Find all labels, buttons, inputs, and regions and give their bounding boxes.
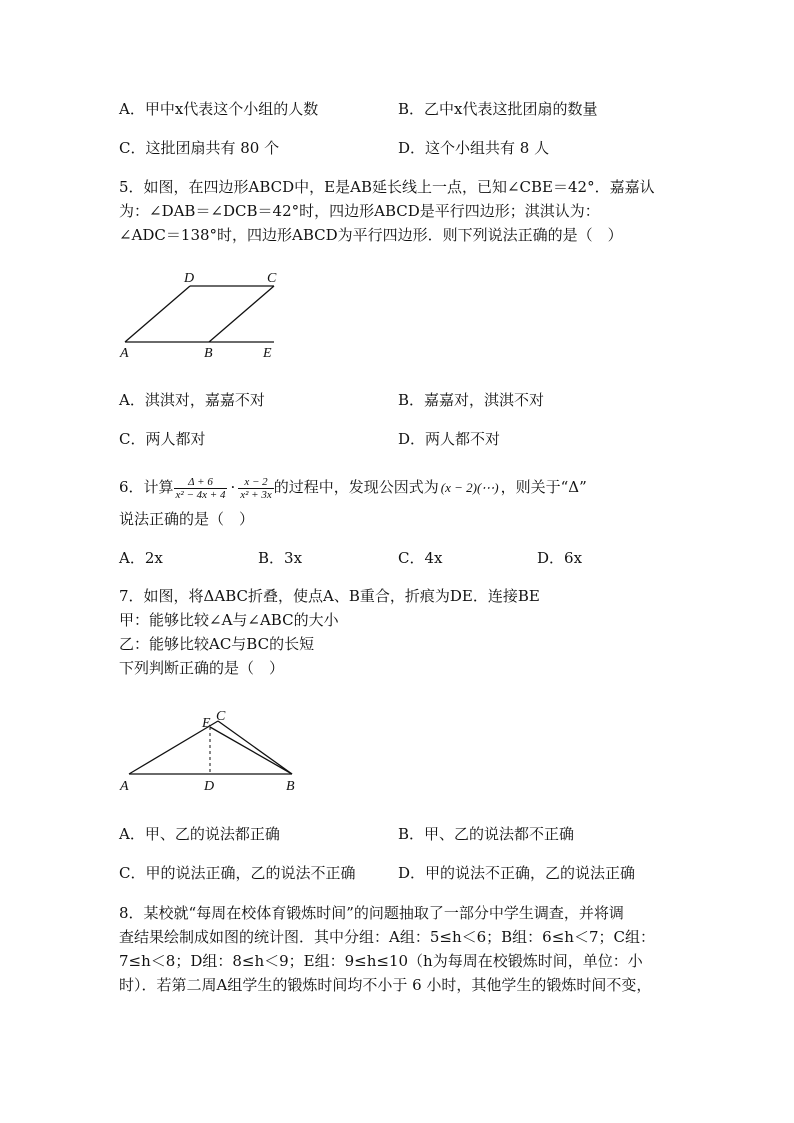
q5-segment-bc xyxy=(209,286,274,342)
q5-stem-line3: ∠ADC＝138°时，四边形ABCD为平行四边形．则下列说法正确的是（ ） xyxy=(119,226,623,244)
q6-fraction-1-numerator: Δ + 6 xyxy=(174,476,228,489)
q6-option-a: A．2x xyxy=(119,549,163,567)
q6-option-b: B．3x xyxy=(258,549,303,567)
q5-label-d: D xyxy=(184,271,195,286)
q8-stem-line2: 查结果绘制成如图的统计图．其中分组：A组：5≤h＜6；B组：6≤h＜7；C组： xyxy=(119,928,655,946)
q8-stem-line1: 8．某校就“每周在校体育锻炼时间”的问题抽取了一部分中学生调查，并将调 xyxy=(119,904,624,922)
q7-segment-cb xyxy=(218,721,292,774)
q7-stem-line4: 下列判断正确的是（ ） xyxy=(119,659,285,677)
q6-fraction-2 xyxy=(238,476,274,501)
q7-option-b: B．甲、乙的说法都不正确 xyxy=(398,825,575,843)
q7-option-d: D．甲的说法不正确，乙的说法正确 xyxy=(398,864,636,882)
q5-option-a: A．淇淇对，嘉嘉不对 xyxy=(119,391,265,409)
q7-label-e: E xyxy=(202,716,211,731)
q7-label-a: A xyxy=(120,779,129,794)
q6-stem-line1 xyxy=(119,473,587,502)
q4-option-c: C．这批团扇共有 80 个 xyxy=(119,139,280,157)
q7-segment-eb xyxy=(210,727,292,774)
q4-option-b: B．乙中x代表这批团扇的数量 xyxy=(398,100,598,118)
q6-option-c: C．4x xyxy=(398,549,443,567)
q6-suffix: ，则关于“Δ” xyxy=(500,478,587,496)
q5-segment-ad xyxy=(125,286,190,342)
q5-option-c: C．两人都对 xyxy=(119,430,206,448)
q6-prefix: 6．计算 xyxy=(119,478,174,496)
q7-stem-line3: 乙：能够比较AC与BC的长短 xyxy=(119,635,315,653)
q6-common-factor: (x − 2)(⋯) xyxy=(440,480,499,495)
q7-label-d: D xyxy=(204,779,215,794)
q6-fraction-2-numerator: x − 2 xyxy=(238,476,274,489)
q4-option-a: A．甲中x代表这个小组的人数 xyxy=(119,100,319,118)
q5-label-c: C xyxy=(267,271,277,286)
q4-option-d: D．这个小组共有 8 人 xyxy=(398,139,550,157)
q7-stem-line2: 甲：能够比较∠A与∠ABC的大小 xyxy=(119,611,339,629)
q5-parallelogram-figure xyxy=(114,266,294,366)
q7-option-c: C．甲的说法正确，乙的说法不正确 xyxy=(119,864,356,882)
q6-stem-line2: 说法正确的是（ ） xyxy=(119,510,255,528)
q7-stem-line1: 7．如图，将ΔABC折叠，使点A、B重合，折痕为DE．连接BE xyxy=(119,587,540,605)
q7-label-c: C xyxy=(216,709,226,724)
q5-stem-line1: 5．如图，在四边形ABCD中，E是AB延长线上一点，已知∠CBE＝42°．嘉嘉认 xyxy=(119,178,655,196)
q5-stem-line2: 为：∠DAB＝∠DCB＝42°时，四边形ABCD是平行四边形；淇淇认为： xyxy=(119,202,600,220)
q6-fraction-2-denominator: x² + 3x xyxy=(240,488,272,501)
q5-option-d: D．两人都不对 xyxy=(398,430,501,448)
q5-label-a: A xyxy=(120,346,129,361)
q6-dot: · xyxy=(230,478,236,496)
q5-label-b: B xyxy=(204,346,213,361)
q6-mid-text: 的过程中，发现公因式为 xyxy=(273,478,439,496)
q5-option-b: B．嘉嘉对，淇淇不对 xyxy=(398,391,545,409)
q6-option-d: D．6x xyxy=(537,549,583,567)
q7-triangle-figure xyxy=(114,700,314,800)
q5-label-e: E xyxy=(263,346,272,361)
q7-label-b: B xyxy=(286,779,295,794)
q6-fraction-1 xyxy=(174,476,228,501)
q7-option-a: A．甲、乙的说法都正确 xyxy=(119,825,280,843)
q8-stem-line3: 7≤h＜8；D组：8≤h＜9；E组：9≤h≤10（h为每周在校锻炼时间，单位：小 xyxy=(119,952,643,970)
q8-stem-line4: 时）．若第二周A组学生的锻炼时间均不小于 6 小时，其他学生的锻炼时间不变， xyxy=(119,976,652,994)
q6-fraction-1-denominator: x² − 4x + 4 xyxy=(175,488,226,501)
